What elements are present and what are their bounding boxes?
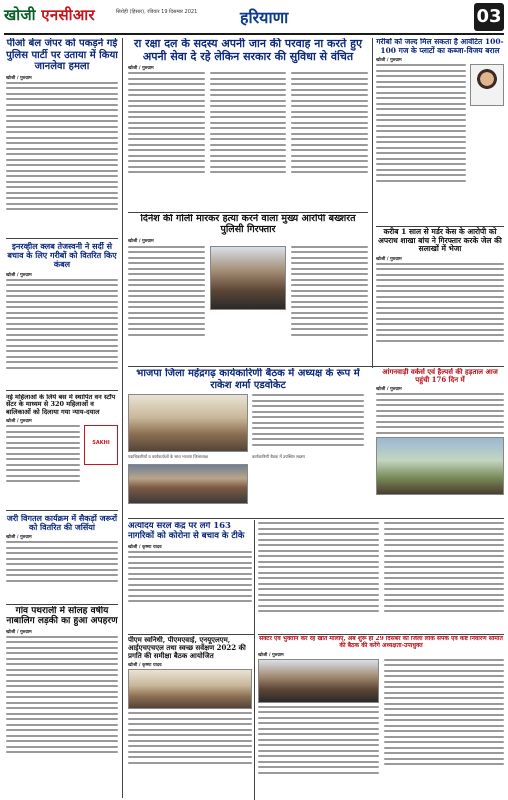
byline: खोजी / गुरुग्राम bbox=[6, 419, 32, 425]
headline: जरी विगतल कार्यक्रम में सैकड़ों जरूरों को वितरित की जर्सियां bbox=[6, 514, 118, 533]
photo-caption: पदाधिकारियों व कार्यकर्ताओं के साथ भाजपा जिलाध्यक्ष bbox=[128, 454, 208, 459]
story-body-col bbox=[128, 72, 205, 177]
bjp-group-photo bbox=[128, 464, 248, 504]
byline: खोजी / गुरुग्राम bbox=[6, 535, 32, 541]
story-body bbox=[128, 551, 252, 603]
byline: खोजी / गुरुग्राम bbox=[6, 272, 32, 278]
byline: खोजी / गुरुग्राम bbox=[128, 238, 154, 244]
story-po-jumper bbox=[6, 38, 118, 234]
committee-photo bbox=[258, 659, 379, 703]
story-body-col bbox=[384, 659, 505, 778]
photo-caption: कार्यकारिणी बैठक में उपस्थित सदस्य bbox=[252, 454, 305, 459]
story-vaccination bbox=[128, 522, 252, 632]
column-divider bbox=[372, 38, 373, 368]
story-inner-wheel bbox=[6, 242, 118, 388]
brand-logo: खोजी एनसीआर bbox=[4, 6, 95, 24]
column-divider bbox=[122, 38, 123, 798]
byline: खोजी / कृष्णा यादव bbox=[128, 544, 162, 550]
headline: गरीबों को जल्द मिल सकता है आवंटित 100-100 गज के प्लाटों का कब्जा-विजय बराल bbox=[376, 38, 504, 55]
story-body bbox=[6, 82, 118, 211]
headline: पीओ बेल जंपर को पकड़ने गई पुलिस पार्टी पर उताया में किया जानलेवा हमला bbox=[6, 38, 118, 72]
story-body bbox=[6, 425, 80, 486]
story-plots bbox=[376, 38, 504, 228]
story-raksha-dal bbox=[128, 38, 368, 210]
story-dinesh-murder bbox=[128, 214, 368, 364]
byline: खोजी / गुरुग्राम bbox=[6, 629, 32, 635]
story-body-col bbox=[384, 522, 505, 616]
story-one-stop-centre bbox=[6, 394, 118, 508]
story-anganwadi bbox=[376, 368, 504, 518]
story-body-col bbox=[258, 706, 379, 774]
logo-text: SAKHI bbox=[92, 440, 110, 447]
story-body-col bbox=[128, 246, 205, 340]
headline: दिनेश की गोली मारकर हत्या करने वाला मुख्य आरोपी बख्शरत पुलिसी गिरफ्तार bbox=[140, 214, 356, 235]
headline: गांव पथराली में सोलह वर्षीय नाबालिग लड़की का हुआ अपहरण bbox=[6, 606, 118, 627]
story-body-col bbox=[210, 72, 287, 177]
story-body-col bbox=[258, 522, 379, 616]
story-kidnapping bbox=[6, 606, 118, 798]
headline: भाजपा जिला महेंद्रगढ़ कार्यकारिणी बैठक में अध्यक्ष के रूप में राकेश शर्मा एडवोकेट bbox=[136, 368, 360, 391]
dateline: सिरोही (हिसार), रविवार 19 दिसम्बर 2021 bbox=[116, 9, 198, 15]
story-body bbox=[376, 263, 504, 342]
story-bjp-meeting bbox=[128, 368, 368, 516]
byline: खोजी / गुरुग्राम bbox=[128, 66, 154, 72]
headline: सेक्टर एवं भुक्तान कर रहे खाते मीलाएं, अब शुरू हो 29 दिसंबर को जिला लोक संपर्क एवं कष्ट निवारण समिति की बैठक की करेंगे अध्यक्षता-उपाधुक्त bbox=[259, 636, 503, 649]
story-body-col bbox=[291, 246, 368, 340]
story-crime-branch bbox=[376, 214, 504, 366]
page-number: 03 bbox=[474, 3, 504, 31]
headline: पीएम स्वनिधी, पीएमएवाई, एनयूएलएम, आईएचएचएल तथा स्वच्छ सर्वेक्षण 2022 की प्रगति की समीक्षा बैठक आयोजित bbox=[128, 636, 246, 661]
byline: खोजी / गुरुग्राम bbox=[376, 256, 402, 262]
byline: खोजी / गुरुग्राम bbox=[376, 58, 402, 64]
headline: करीब 1 साल से मर्डर केस के आरोपी को अपराध शाखा बांच ने गिरफ्तार करके जेल की सलाखों में भेजा bbox=[378, 227, 502, 254]
sakhi-logo-image bbox=[84, 425, 118, 465]
byline: खोजी / गुरुग्राम bbox=[376, 387, 402, 393]
strike-photo bbox=[376, 437, 504, 495]
bjp-meeting-photo bbox=[128, 394, 248, 452]
byline: खोजी / कृष्णा यादव bbox=[128, 663, 162, 669]
headline: इनरव्हील क्लब तेजस्वनी ने सर्दी से बचाव के लिए गरीबों को वितरित किए कंबल bbox=[7, 242, 117, 270]
story-grievance-committee bbox=[258, 636, 504, 798]
accused-photo bbox=[210, 246, 287, 310]
story-body bbox=[128, 712, 252, 764]
story-body bbox=[6, 636, 118, 754]
story-body bbox=[376, 64, 466, 185]
story-body bbox=[6, 279, 118, 369]
story-body-col bbox=[291, 72, 368, 177]
story-body bbox=[376, 393, 504, 434]
review-meeting-photo bbox=[128, 669, 252, 709]
story-body bbox=[6, 541, 118, 582]
byline: खोजी / गुरुग्राम bbox=[6, 75, 32, 81]
section-title: हरियाणा bbox=[240, 8, 289, 27]
story-jerseys bbox=[6, 514, 118, 600]
column-divider bbox=[254, 520, 255, 800]
headline: रा रक्षा दल के सदस्य अपनी जान की परवाह ना करते हुए अपनी सेवा दे रहे लेकिन सरकार की सुविधा से वंचित bbox=[133, 38, 363, 63]
headline: नई महिलाओं के लिये बस में स्थापित वन स्टॉप सेंटर के माध्यम से 320 महिलाओं व बालिकाओं को दिलाया गया न्याय-दयाल bbox=[6, 394, 116, 416]
headline: अंत्योदय सरल केंद्र पर लगे 163 नागरिकों को कोरोना से बचाव के टीके bbox=[128, 522, 245, 541]
story-vaccination-cont bbox=[258, 522, 504, 632]
headline: आंगनवाड़ी वर्कर्स एवं हैल्पर्स की हड़ताल आज पहुंची 176 दिन में bbox=[382, 368, 498, 385]
masthead bbox=[4, 3, 504, 35]
vijay-bral-portrait bbox=[470, 64, 504, 106]
story-pm-svanidhi bbox=[128, 636, 252, 798]
byline: खोजी / गुरुग्राम bbox=[258, 652, 284, 658]
story-body bbox=[252, 394, 364, 449]
